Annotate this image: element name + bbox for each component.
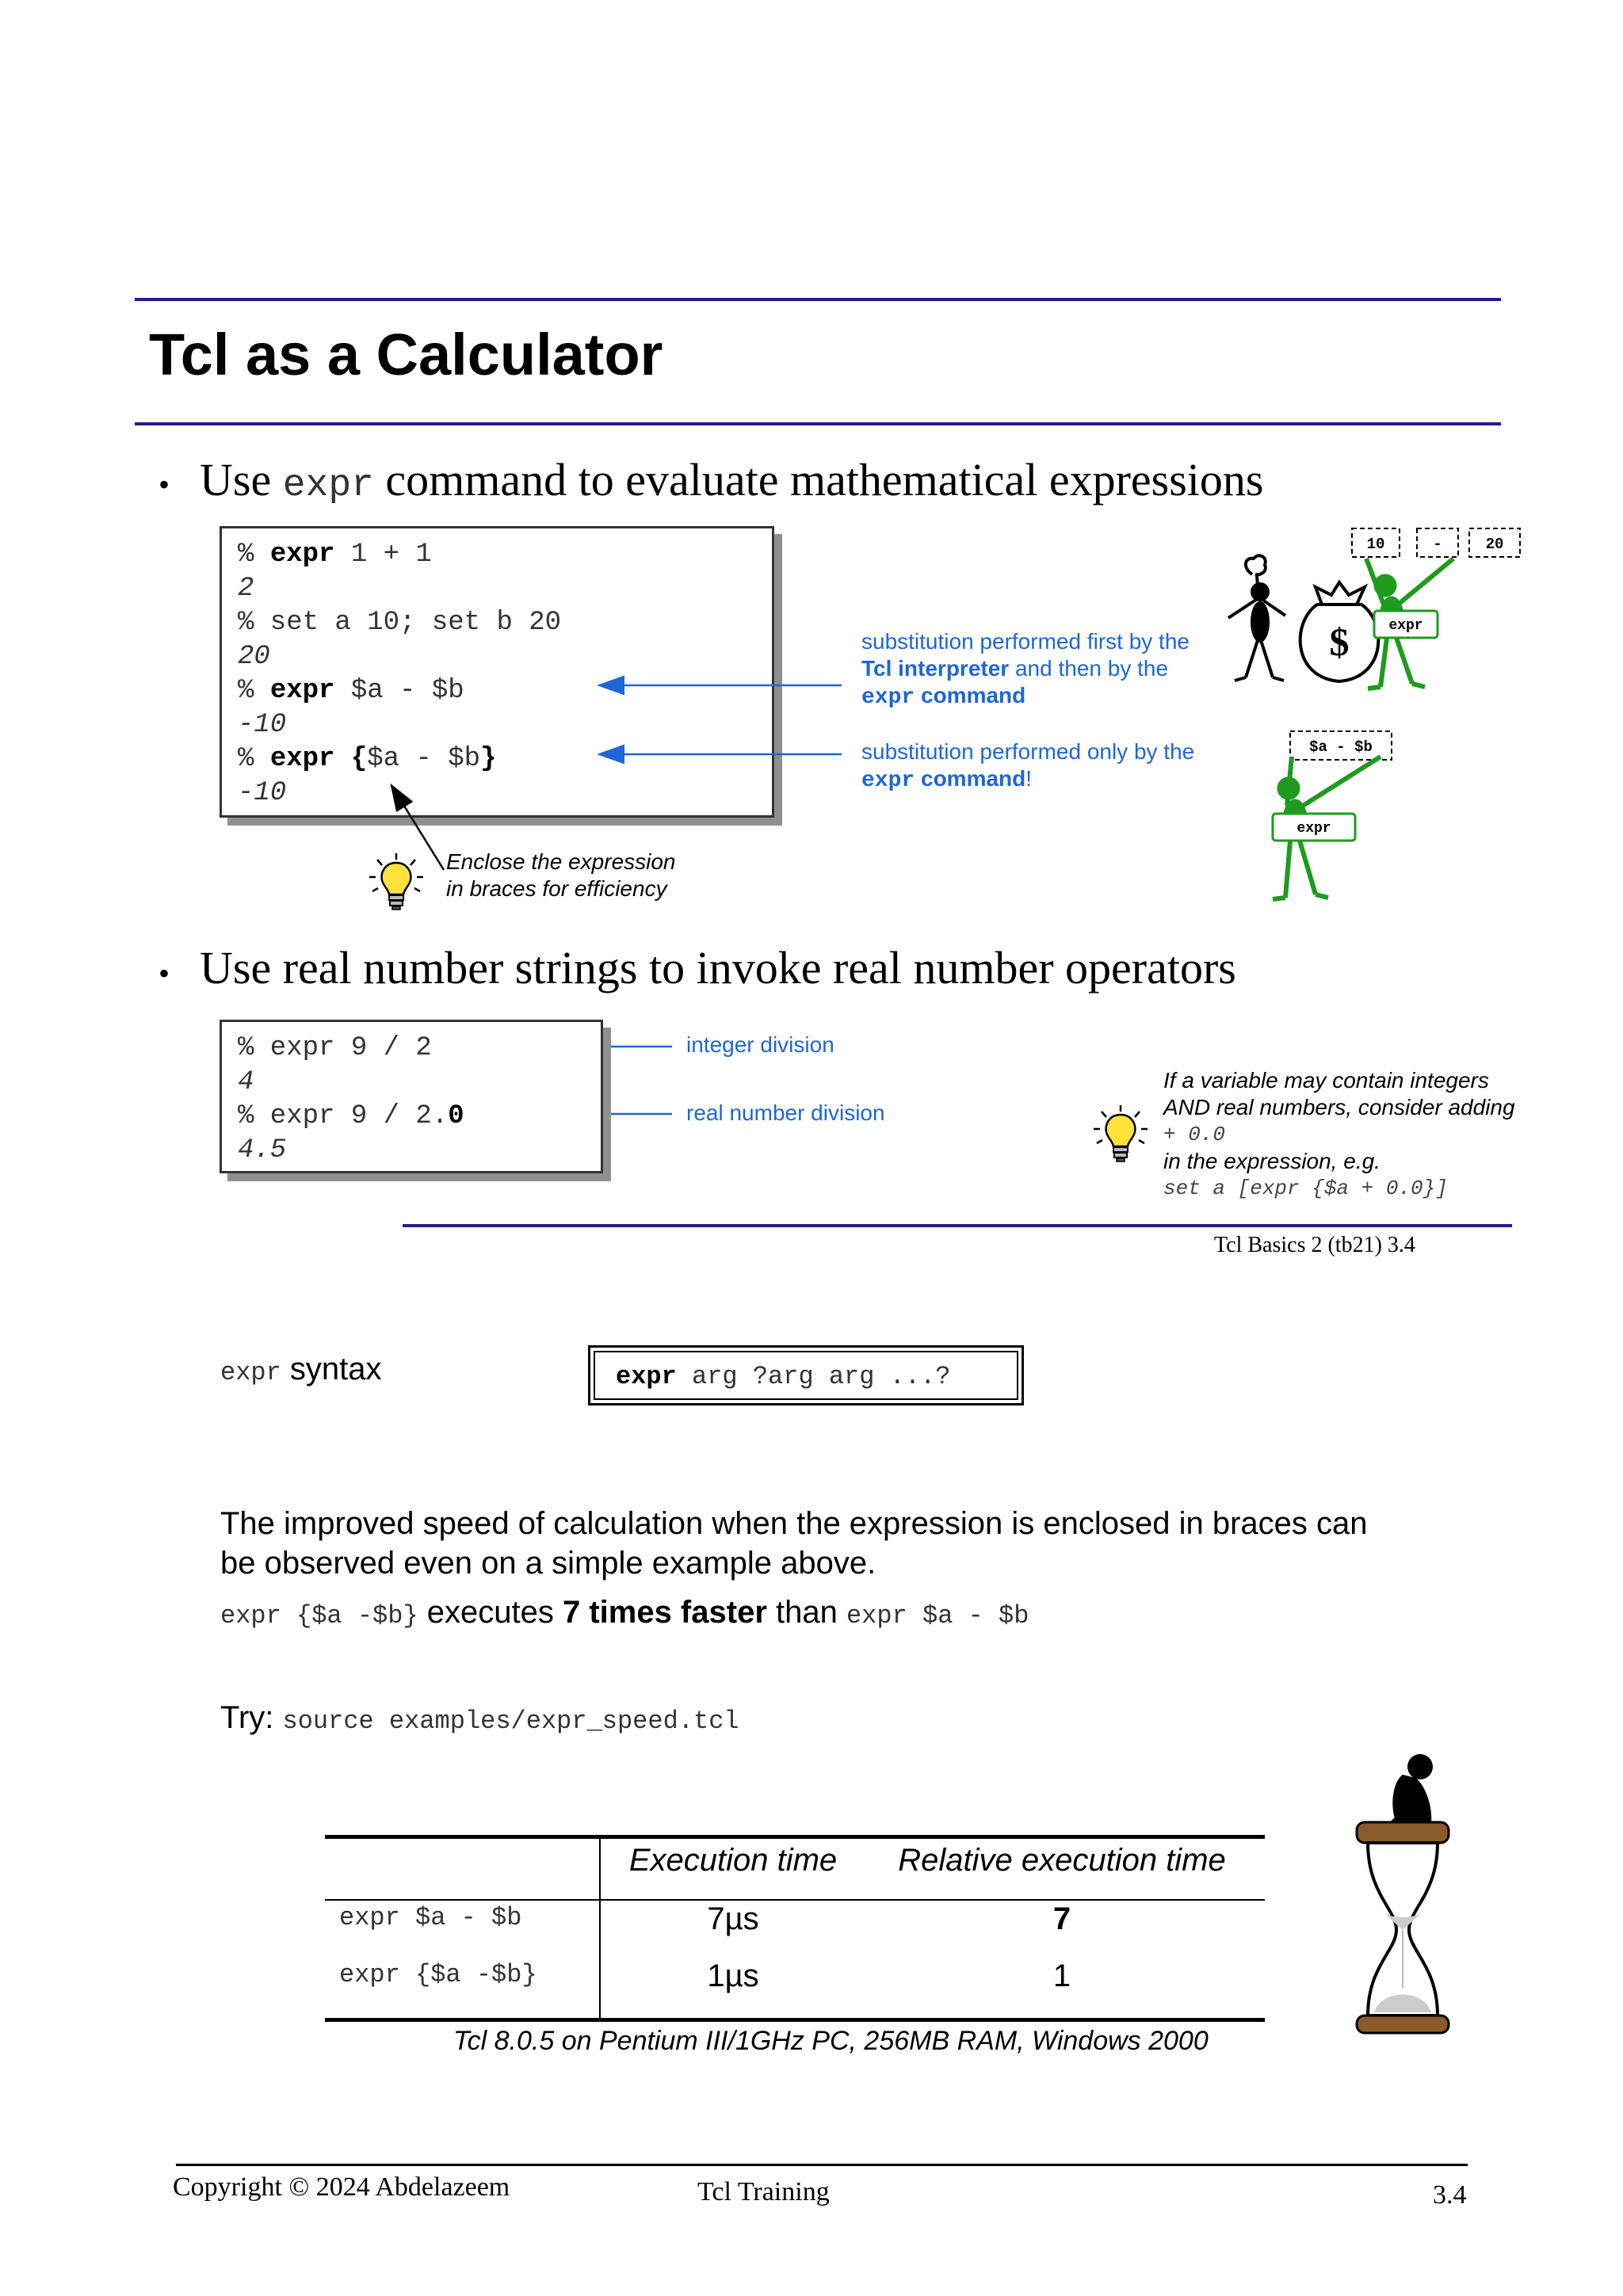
tip-real-numbers: If a variable may contain integers AND real numbers, consider adding + 0.0 in the expression, e.g. set a [expr {$a + 0.0}] xyxy=(1163,1068,1515,1200)
table-header-relative-time: Relative execution time xyxy=(898,1843,1226,1878)
table-top-rule xyxy=(325,1835,1265,1839)
syntax-box xyxy=(588,1345,1024,1405)
speed-paragraph: The improved speed of calculation when the expression is enclosed in braces can be observed even on a simple example above. xyxy=(220,1506,1368,1581)
try-instruction: Try: source examples/expr_speed.tcl xyxy=(220,1700,739,1736)
code-output: 4.5 xyxy=(238,1135,287,1165)
speed-comparison: expr {$a -$b} executes 7 times faster than expr $a - $b xyxy=(220,1595,1029,1630)
cartoon-token-10: 10 xyxy=(1366,536,1385,553)
cartoon-expr-box-2: expr xyxy=(1296,821,1331,837)
expr-cartoon-illustration xyxy=(1197,519,1529,915)
tip-braces-efficiency: Enclose the expression in braces for efficiency xyxy=(446,849,676,901)
cartoon-token-a-minus-b: $a - $b xyxy=(1309,738,1373,756)
lightbulb-icon xyxy=(366,852,426,912)
code-line: % expr {$a - $b} xyxy=(238,744,497,774)
code-output: -10 xyxy=(238,778,287,808)
bullet-2: Use real number strings to invoke real number operators xyxy=(200,942,1236,994)
table-row-1-relative: 7 xyxy=(1052,1901,1071,1936)
footer-copyright: Copyright © 2024 Abdelazeem xyxy=(173,2172,510,2202)
code-output: 20 xyxy=(238,642,270,672)
slide-title: Tcl as a Calculator xyxy=(149,322,663,387)
table-bottom-rule xyxy=(325,2018,1265,2022)
footer-rule xyxy=(176,2164,1468,2166)
lightbulb-icon xyxy=(1090,1104,1151,1164)
syntax-label: expr syntax xyxy=(220,1352,382,1387)
annotation-substitution-both: substitution performed first by the Tcl interpreter and then by the expr command xyxy=(861,629,1190,710)
table-row-1-exec: 7µs xyxy=(707,1901,759,1936)
table-column-divider xyxy=(599,1839,601,2018)
bullet-1-after: command to evaluate mathematical expressions xyxy=(373,454,1264,505)
table-row-2-exec: 1µs xyxy=(707,1958,759,1993)
table-row-1-code: expr $a - $b xyxy=(339,1903,522,1932)
code-line: % expr 9 / 2 xyxy=(238,1033,432,1063)
footer-page-number: 3.4 xyxy=(1433,2180,1467,2210)
code-box-division xyxy=(220,1020,603,1173)
annotation-integer-division: integer division xyxy=(686,1032,834,1057)
table-header-rule xyxy=(325,1899,1265,1901)
table-caption: Tcl 8.0.5 on Pentium III/1GHz PC, 256MB RAM, Windows 2000 xyxy=(453,2026,1209,2056)
code-line: % expr 1 + 1 xyxy=(238,540,432,570)
bullet-dot-2: • xyxy=(158,955,170,991)
bullet-1-before: Use xyxy=(200,454,283,505)
table-row-2-relative: 1 xyxy=(1052,1958,1071,1993)
code-output: 2 xyxy=(238,574,254,604)
code-line: % expr $a - $b xyxy=(238,676,464,706)
table-header-exec-time: Execution time xyxy=(628,1843,838,1878)
code-output: 4 xyxy=(238,1067,254,1097)
annotation-real-division: real number division xyxy=(686,1100,885,1125)
cartoon-token-minus: - xyxy=(1433,536,1442,553)
hourglass-icon xyxy=(1347,1743,1458,2036)
annotation-substitution-expr: substitution performed only by the expr command! xyxy=(861,739,1195,793)
slide-footer-label: Tcl Basics 2 (tb21) 3.4 xyxy=(1214,1233,1415,1257)
code-line: % set a 10; set b 20 xyxy=(238,608,562,638)
bullet-1-code: expr xyxy=(282,464,374,507)
table-row-2-code: expr {$a -$b} xyxy=(339,1960,537,1989)
cartoon-expr-box-1: expr xyxy=(1388,618,1423,634)
syntax-box-inner: expr arg ?arg arg ...? xyxy=(594,1351,1018,1400)
code-output: -10 xyxy=(238,710,287,740)
dollar-icon: $ xyxy=(1329,620,1350,664)
cartoon-token-20: 20 xyxy=(1485,536,1504,553)
footer-course: Tcl Training xyxy=(697,2177,830,2206)
code-line: % expr 9 / 2.0 xyxy=(238,1101,464,1131)
slide-bottom-rule xyxy=(403,1224,1512,1227)
bullet-dot-1: • xyxy=(158,467,170,502)
